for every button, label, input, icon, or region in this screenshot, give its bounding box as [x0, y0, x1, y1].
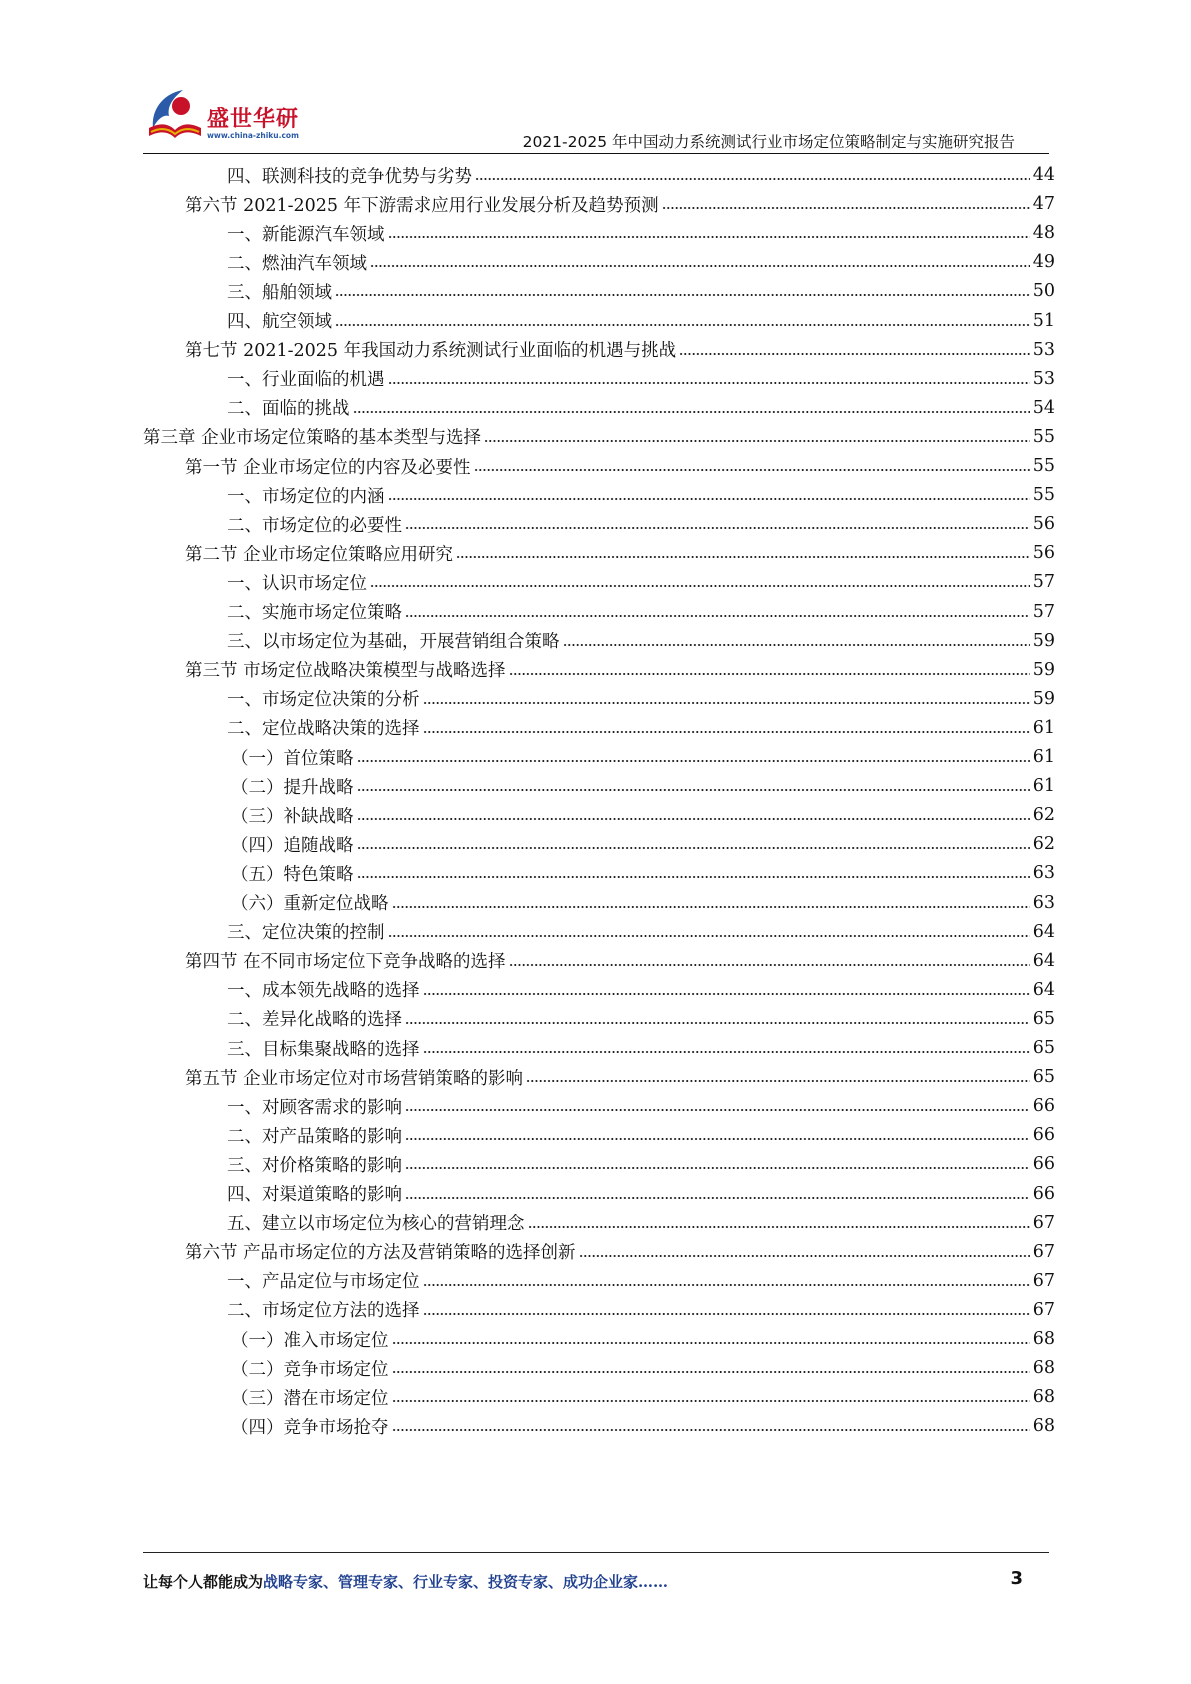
- toc-entry-title: 三、对价格策略的影响: [227, 1155, 402, 1176]
- toc-entry-page: 64: [1032, 950, 1055, 971]
- toc-entry-page: 55: [1032, 485, 1055, 506]
- toc-entry[interactable]: [143, 1120, 1055, 1150]
- toc-entry[interactable]: [143, 509, 1055, 539]
- book-swoosh-logo-icon: [143, 84, 205, 144]
- toc-entry-page: 56: [1032, 543, 1055, 564]
- toc-entry[interactable]: [143, 771, 1055, 801]
- toc-entry[interactable]: [143, 1266, 1055, 1296]
- toc-entry[interactable]: [143, 1179, 1055, 1209]
- toc-entry[interactable]: [143, 364, 1055, 394]
- toc-dot-leader: [335, 290, 1030, 300]
- toc-entry-title: （三）潜在市场定位: [231, 1388, 389, 1409]
- toc-entry[interactable]: [143, 480, 1055, 510]
- toc-entry-page: 61: [1032, 747, 1055, 767]
- toc-entry-page: 68: [1032, 1387, 1055, 1408]
- toc-dot-leader: [579, 1251, 1030, 1261]
- toc-entry[interactable]: [143, 1237, 1055, 1267]
- toc-entry-page: 66: [1032, 1096, 1055, 1117]
- toc-entry-page: 53: [1032, 339, 1055, 360]
- toc-dot-leader: [509, 669, 1030, 679]
- toc-entry-title: 一、成本领先战略的选择: [227, 981, 420, 1002]
- toc-entry[interactable]: [143, 713, 1055, 743]
- toc-dot-leader: [526, 1076, 1030, 1086]
- header-divider: [143, 153, 1049, 154]
- toc-entry[interactable]: [143, 218, 1055, 248]
- toc-entry-title: 三、船舶领域: [227, 282, 332, 303]
- toc-entry-title: 二、差异化战略的选择: [227, 1010, 402, 1031]
- toc-dot-leader: [528, 1222, 1030, 1232]
- footer-divider: [143, 1552, 1049, 1553]
- logo-url: www.china-zhiku.com: [207, 131, 299, 140]
- toc-entry-page: 51: [1032, 310, 1055, 331]
- toc-entry-title: 二、对产品策略的影响: [227, 1126, 402, 1147]
- toc-entry[interactable]: [143, 626, 1055, 656]
- toc-entry-page: 63: [1032, 892, 1055, 913]
- toc-entry-title: 一、市场定位的内涵: [227, 486, 385, 507]
- toc-entry-page: 68: [1032, 1416, 1055, 1437]
- toc-dot-leader: [335, 320, 1030, 330]
- toc-dot-leader: [370, 581, 1030, 591]
- toc-dot-leader: [388, 494, 1030, 504]
- toc-dot-leader: [405, 1105, 1030, 1115]
- toc-entry-page: 67: [1032, 1299, 1055, 1320]
- toc-entry-title: 四、航空领域: [227, 312, 332, 332]
- toc-entry-page: 65: [1032, 1038, 1055, 1058]
- footer-slogan-roles: 战略专家、管理专家、行业专家、投资专家、成功企业家……: [263, 1573, 669, 1591]
- toc-entry-title: （二）提升战略: [231, 777, 354, 798]
- toc-dot-leader: [357, 785, 1030, 795]
- toc-entry-page: 53: [1032, 368, 1055, 389]
- toc-entry[interactable]: [143, 858, 1055, 888]
- toc-entry-title: 四、对渠道策略的影响: [227, 1185, 402, 1205]
- toc-entry-page: 61: [1032, 776, 1055, 797]
- page-number: 3: [1010, 1568, 1023, 1589]
- toc-dot-leader: [388, 378, 1030, 388]
- company-logo: [143, 84, 313, 148]
- toc-entry[interactable]: [143, 422, 1055, 452]
- toc-entry-title: 一、认识市场定位: [227, 573, 367, 594]
- toc-dot-leader: [405, 1134, 1030, 1144]
- toc-entry-title: 第三节 市场定位战略决策模型与战略选择: [185, 661, 506, 682]
- toc-entry-page: 66: [1032, 1125, 1055, 1146]
- toc-entry-title: （五）特色策略: [231, 864, 354, 885]
- toc-dot-leader: [423, 1309, 1030, 1319]
- toc-dot-leader: [423, 989, 1030, 999]
- toc-entry-title: 一、对顾客需求的影响: [227, 1097, 402, 1118]
- toc-entry-title: （四）竞争市场抢夺: [231, 1417, 389, 1438]
- toc-entry-title: 第一节 企业市场定位的内容及必要性: [185, 457, 471, 478]
- toc-dot-leader: [405, 611, 1030, 621]
- toc-entry-page: 65: [1032, 1008, 1055, 1029]
- toc-entry[interactable]: [143, 597, 1055, 627]
- footer-slogan-lead: 让每个人都能成为: [143, 1573, 264, 1591]
- toc-entry[interactable]: [143, 1091, 1055, 1121]
- toc-entry-title: 第六节 2021-2025 年下游需求应用行业发展分析及趋势预测: [185, 195, 659, 216]
- toc-entry[interactable]: [143, 335, 1055, 365]
- toc-entry[interactable]: [143, 742, 1055, 772]
- toc-entry-page: 55: [1032, 456, 1055, 476]
- toc-entry-page: 59: [1032, 659, 1055, 680]
- toc-entry-page: 64: [1032, 921, 1055, 942]
- toc-entry[interactable]: [143, 1004, 1055, 1034]
- toc-entry-title: 第七节 2021-2025 年我国动力系统测试行业面临的机遇与挑战: [185, 341, 677, 362]
- toc-dot-leader: [392, 902, 1030, 912]
- toc-entry[interactable]: [143, 160, 1055, 190]
- toc-entry[interactable]: [143, 917, 1055, 947]
- toc-entry-page: 66: [1032, 1183, 1055, 1204]
- toc-dot-leader: [405, 1163, 1030, 1173]
- toc-entry[interactable]: [143, 306, 1055, 336]
- toc-dot-leader: [388, 232, 1030, 242]
- toc-dot-leader: [679, 349, 1030, 359]
- toc-entry-title: （二）竞争市场定位: [231, 1359, 389, 1380]
- toc-entry-title: 二、实施市场定位策略: [227, 603, 402, 623]
- toc-entry-page: 59: [1032, 630, 1055, 651]
- logo-brand-name: 盛世华研: [207, 107, 300, 132]
- toc-entry-title: 第四节 在不同市场定位下竞争战略的选择: [185, 952, 506, 973]
- toc-entry-title: 三、以市场定位为基础，开展营销组合策略: [227, 632, 560, 653]
- report-title: 2021-2025 年中国动力系统测试行业市场定位策略制定与实施研究报告: [522, 133, 1015, 151]
- toc-entry-page: 59: [1032, 688, 1055, 709]
- toc-entry-title: （一）准入市场定位: [231, 1330, 389, 1351]
- toc-entry-page: 54: [1032, 397, 1055, 418]
- toc-entry[interactable]: [143, 800, 1055, 830]
- toc-entry[interactable]: [143, 1324, 1055, 1354]
- toc-entry-page: 61: [1032, 717, 1055, 738]
- toc-dot-leader: [357, 756, 1030, 766]
- toc-dot-leader: [392, 1396, 1030, 1406]
- toc-entry-title: 一、产品定位与市场定位: [227, 1272, 420, 1293]
- toc-entry-title: 四、联测科技的竞争优势与劣势: [227, 166, 472, 187]
- toc-entry[interactable]: [143, 1062, 1055, 1092]
- toc-entry-page: 67: [1032, 1212, 1055, 1233]
- toc-dot-leader: [423, 1280, 1030, 1290]
- toc-entry-page: 57: [1032, 601, 1055, 622]
- toc-entry-page: 66: [1032, 1154, 1055, 1175]
- footer-slogan: [143, 1571, 668, 1592]
- toc-entry-title: 五、建立以市场定位为核心的营销理念: [227, 1214, 525, 1235]
- toc-entry-title: 二、定位战略决策的选择: [227, 719, 420, 740]
- toc-entry-page: 57: [1032, 572, 1055, 593]
- toc-entry-page: 63: [1032, 863, 1055, 884]
- toc-entry-title: 三、定位决策的控制: [227, 923, 385, 944]
- toc-dot-leader: [357, 843, 1030, 853]
- toc-dot-leader: [423, 727, 1030, 737]
- toc-entry-title: 二、燃油汽车领域: [227, 253, 367, 274]
- toc-entry-title: 一、新能源汽车领域: [227, 224, 385, 245]
- toc-entry-page: 50: [1032, 281, 1055, 302]
- toc-dot-leader: [392, 1367, 1030, 1377]
- toc-dot-leader: [405, 1193, 1030, 1203]
- toc-entry[interactable]: [143, 1295, 1055, 1325]
- toc-entry[interactable]: [143, 247, 1055, 277]
- toc-entry[interactable]: [143, 1208, 1055, 1238]
- toc-entry[interactable]: [143, 684, 1055, 714]
- toc-entry-title: 第六节 产品市场定位的方法及营销策略的选择创新: [185, 1243, 576, 1264]
- toc-entry-page: 62: [1032, 834, 1055, 855]
- toc-dot-leader: [563, 640, 1030, 650]
- toc-entry-title: 一、行业面临的机遇: [227, 370, 385, 391]
- toc-entry-title: （一）首位策略: [231, 748, 354, 769]
- toc-entry[interactable]: [143, 829, 1055, 859]
- toc-entry-title: 第二节 企业市场定位策略应用研究: [185, 544, 454, 565]
- toc-entry-title: 第三章 企业市场定位策略的基本类型与选择: [143, 428, 482, 449]
- toc-entry-title: 二、市场定位方法的选择: [227, 1301, 420, 1322]
- toc-dot-leader: [357, 872, 1030, 882]
- toc-dot-leader: [388, 931, 1030, 941]
- toc-entry-title: 二、市场定位的必要性: [227, 515, 402, 536]
- toc-entry[interactable]: [143, 946, 1055, 976]
- toc-entry-title: 三、目标集聚战略的选择: [227, 1039, 420, 1060]
- toc-entry-page: 67: [1032, 1241, 1055, 1262]
- toc-dot-leader: [357, 814, 1030, 824]
- toc-dot-leader: [353, 407, 1030, 417]
- toc-dot-leader: [484, 436, 1030, 446]
- toc-entry[interactable]: [143, 1382, 1055, 1412]
- toc-dot-leader: [423, 1047, 1030, 1057]
- toc-entry[interactable]: [143, 451, 1055, 481]
- toc-entry[interactable]: [143, 888, 1055, 918]
- toc-entry-title: （三）补缺战略: [231, 806, 354, 827]
- toc-dot-leader: [405, 523, 1030, 533]
- toc-entry-title: 二、面临的挑战: [227, 399, 350, 420]
- toc-entry-title: （六）重新定位战略: [231, 894, 389, 914]
- toc-entry-page: 64: [1032, 979, 1055, 1000]
- toc-entry-page: 62: [1032, 805, 1055, 826]
- toc-entry[interactable]: [143, 1353, 1055, 1383]
- toc-dot-leader: [392, 1425, 1030, 1435]
- toc-dot-leader: [456, 552, 1030, 562]
- toc-dot-leader: [423, 698, 1030, 708]
- toc-entry[interactable]: [143, 276, 1055, 306]
- toc-entry[interactable]: [143, 975, 1055, 1005]
- toc-entry-page: 48: [1032, 223, 1055, 244]
- toc-entry-page: 55: [1032, 426, 1055, 447]
- toc-entry-page: 65: [1032, 1067, 1055, 1088]
- toc-entry[interactable]: [143, 1411, 1055, 1441]
- toc-entry[interactable]: [143, 655, 1055, 685]
- toc-entry-title: 一、市场定位决策的分析: [227, 690, 420, 711]
- toc-entry-page: 68: [1032, 1358, 1055, 1379]
- toc-dot-leader: [474, 465, 1030, 475]
- toc-entry-page: 49: [1032, 252, 1055, 273]
- toc-entry-title: 第五节 企业市场定位对市场营销策略的影响: [185, 1068, 524, 1089]
- toc-dot-leader: [475, 174, 1030, 184]
- toc-entry-page: 67: [1032, 1270, 1055, 1291]
- toc-entry-page: 68: [1032, 1329, 1055, 1349]
- toc-entry[interactable]: [143, 1149, 1055, 1179]
- toc-entry[interactable]: [143, 538, 1055, 568]
- toc-dot-leader: [662, 203, 1030, 213]
- toc-entry[interactable]: [143, 1033, 1055, 1063]
- toc-entry-title: （四）追随战略: [231, 835, 354, 856]
- toc-entry[interactable]: [143, 393, 1055, 423]
- toc-entry-page: 44: [1032, 165, 1055, 185]
- toc-entry[interactable]: [143, 189, 1055, 219]
- toc-dot-leader: [370, 261, 1030, 271]
- toc-entry-page: 56: [1032, 514, 1055, 535]
- toc-dot-leader: [392, 1338, 1030, 1348]
- toc-dot-leader: [509, 960, 1030, 970]
- toc-entry-page: 47: [1032, 194, 1055, 215]
- toc-dot-leader: [405, 1018, 1030, 1028]
- toc-entry[interactable]: [143, 567, 1055, 597]
